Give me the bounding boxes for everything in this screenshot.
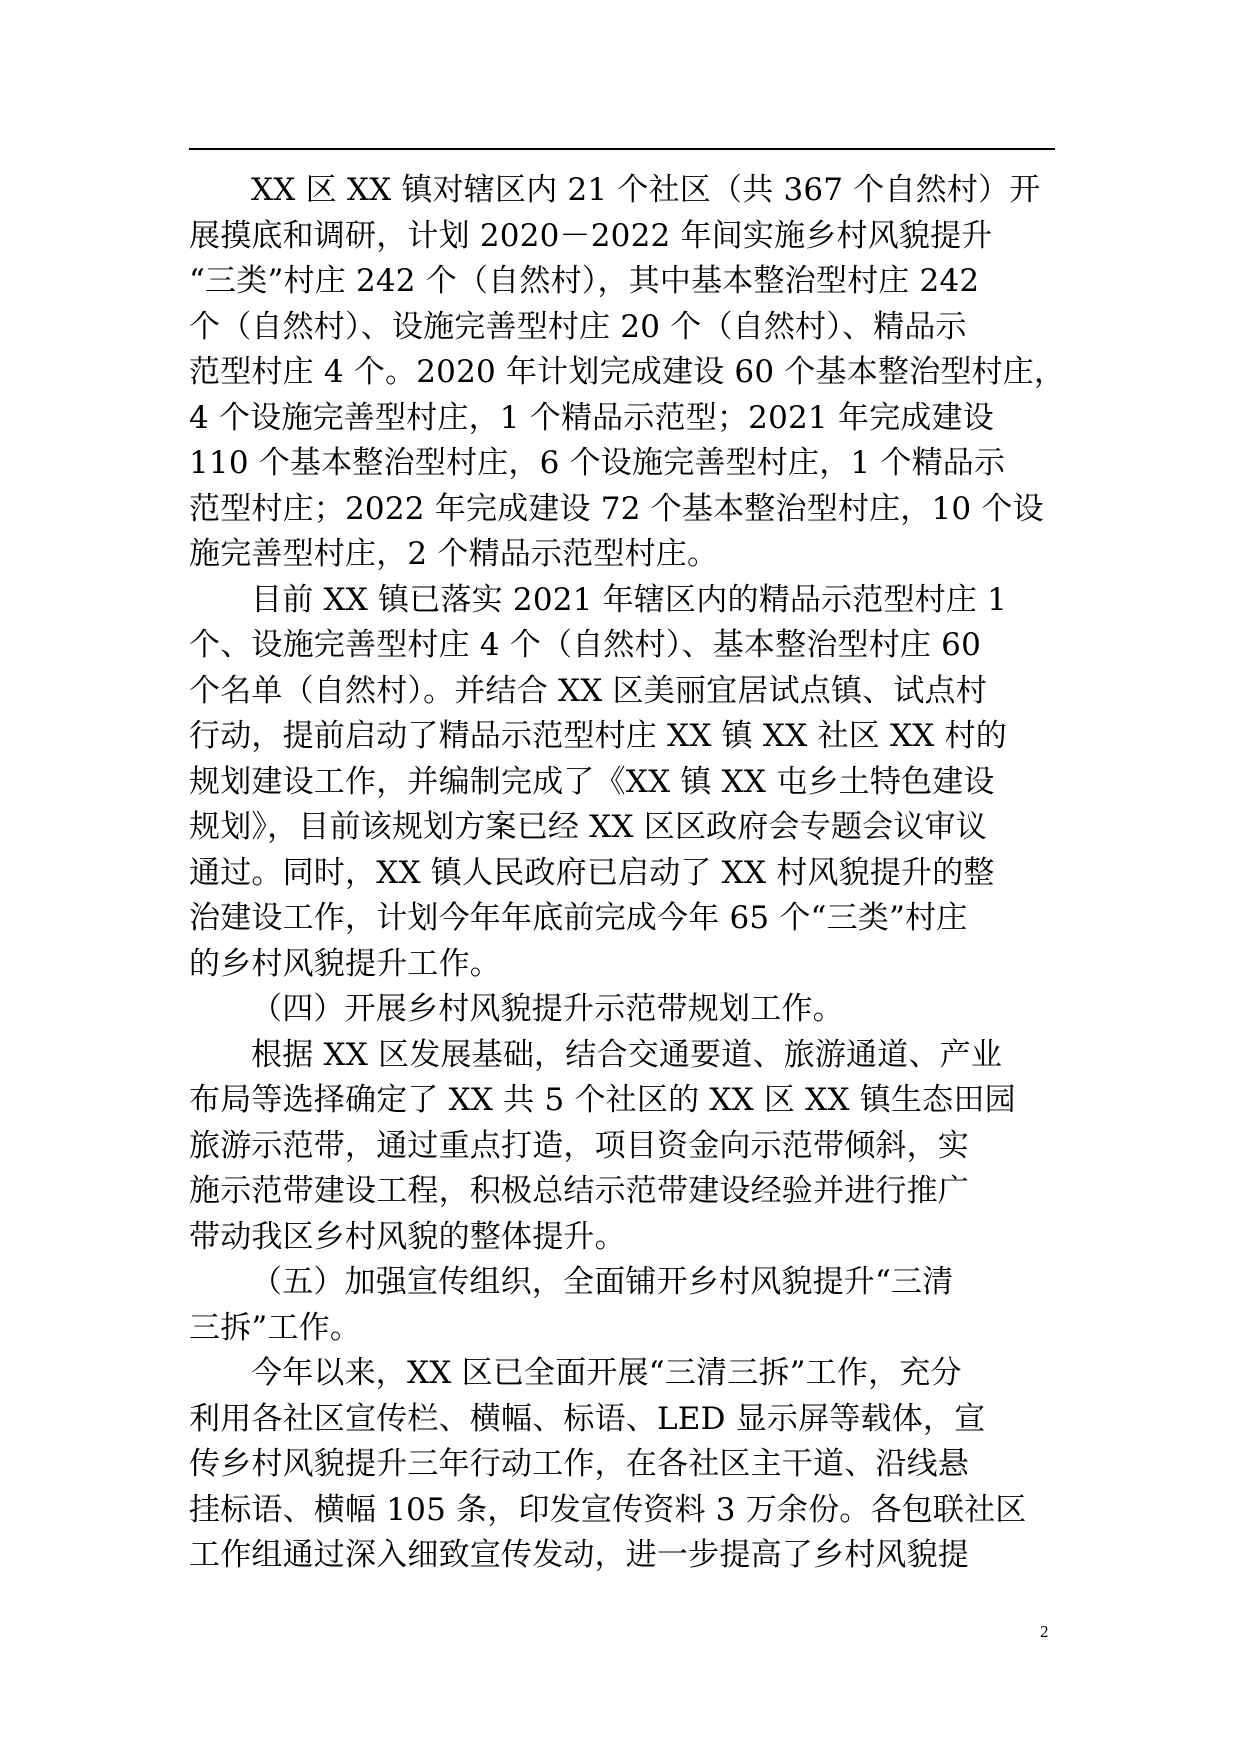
paragraph-line: 个名单（自然村）。并结合 XX 区美丽宜居试点镇、试点村 — [189, 672, 987, 709]
paragraph-line: 旅游示范带，通过重点打造，项目资金向示范带倾斜，实 — [189, 1127, 969, 1164]
paragraph-line: 范型村庄 4 个。2020 年计划完成建设 60 个基本整治型村庄， — [189, 354, 1066, 390]
paragraph-line: 工作组通过深入细致宣传发动，进一步提高了乡村风貌提 — [189, 1537, 969, 1573]
page-number: 2 — [1040, 1622, 1049, 1641]
paragraph-line: 布局等选择确定了 XX 共 5 个社区的 XX 区 XX 镇生态田园 — [189, 1082, 1016, 1118]
paragraph-line: 施完善型村庄，2 个精品示范型村庄。 — [189, 536, 719, 572]
paragraph-line: 110 个基本整治型村庄，6 个设施完善型村庄，1 个精品示 — [189, 445, 1006, 481]
paragraph-line: 治建设工作，计划今年年底前完成今年 65 个“三类”村庄 — [189, 900, 968, 936]
body-text — [189, 168, 1066, 1579]
header-rule — [189, 148, 1055, 150]
paragraph-line: 通过。同时，XX 镇人民政府已启动了 XX 村风貌提升的整 — [189, 854, 995, 891]
section-heading: （五）加强宣传组织，全面铺开乡村风貌提升“三清 — [251, 1264, 954, 1300]
paragraph-line: “三类”村庄 242 个（自然村），其中基本整治型村庄 242 — [189, 263, 980, 299]
paragraph-line: 个（自然村）、设施完善型村庄 20 个（自然村）、精品示 — [189, 308, 967, 345]
section-heading: （四）开展乡村风貌提升示范带规划工作。 — [251, 991, 844, 1027]
paragraph-line: 行动，提前启动了精品示范型村庄 XX 镇 XX 社区 XX 村的 — [189, 718, 1007, 754]
section-heading: 三拆”工作。 — [189, 1309, 362, 1346]
paragraph-line: 规划》，目前该规划方案已经 XX 区区政府会专题会议审议 — [189, 809, 987, 845]
paragraph-line: 规划建设工作，并编制完成了《XX 镇 XX 屯乡土特色建设 — [189, 763, 995, 800]
paragraph-line: 展摸底和调研，计划 2020－2022 年间实施乡村风貌提升 — [189, 217, 993, 254]
paragraph-line: 4 个设施完善型村庄，1 个精品示范型；2021 年完成建设 — [189, 399, 994, 436]
paragraph-line: 的乡村风貌提升工作。 — [189, 945, 501, 982]
paragraph-line: 目前 XX 镇已落实 2021 年辖区内的精品示范型村庄 1 — [251, 581, 1008, 618]
paragraph-line: 施示范带建设工程，积极总结示范带建设经验并进行推广 — [189, 1173, 969, 1209]
paragraph-line: 范型村庄；2022 年完成建设 72 个基本整治型村庄，10 个设 — [189, 490, 1044, 527]
paragraph-line: 根据 XX 区发展基础，结合交通要道、旅游通道、产业 — [251, 1036, 1003, 1073]
paragraph-line: 个、设施完善型村庄 4 个（自然村）、基本整治型村庄 60 — [189, 627, 982, 663]
paragraph-line: 今年以来，XX 区已全面开展“三清三拆”工作，充分 — [251, 1355, 962, 1391]
paragraph-line: XX 区 XX 镇对辖区内 21 个社区（共 367 个自然村）开 — [251, 172, 1041, 208]
paragraph-line: 利用各社区宣传栏、横幅、标语、LED 显示屏等载体，宣 — [189, 1400, 986, 1437]
paragraph-line: 传乡村风貌提升三年行动工作，在各社区主干道、沿线悬 — [189, 1446, 969, 1482]
paragraph-line: 挂标语、横幅 105 条，印发宣传资料 3 万余份。各包联社区 — [189, 1491, 1027, 1528]
paragraph-line: 带动我区乡村风貌的整体提升。 — [189, 1218, 626, 1255]
